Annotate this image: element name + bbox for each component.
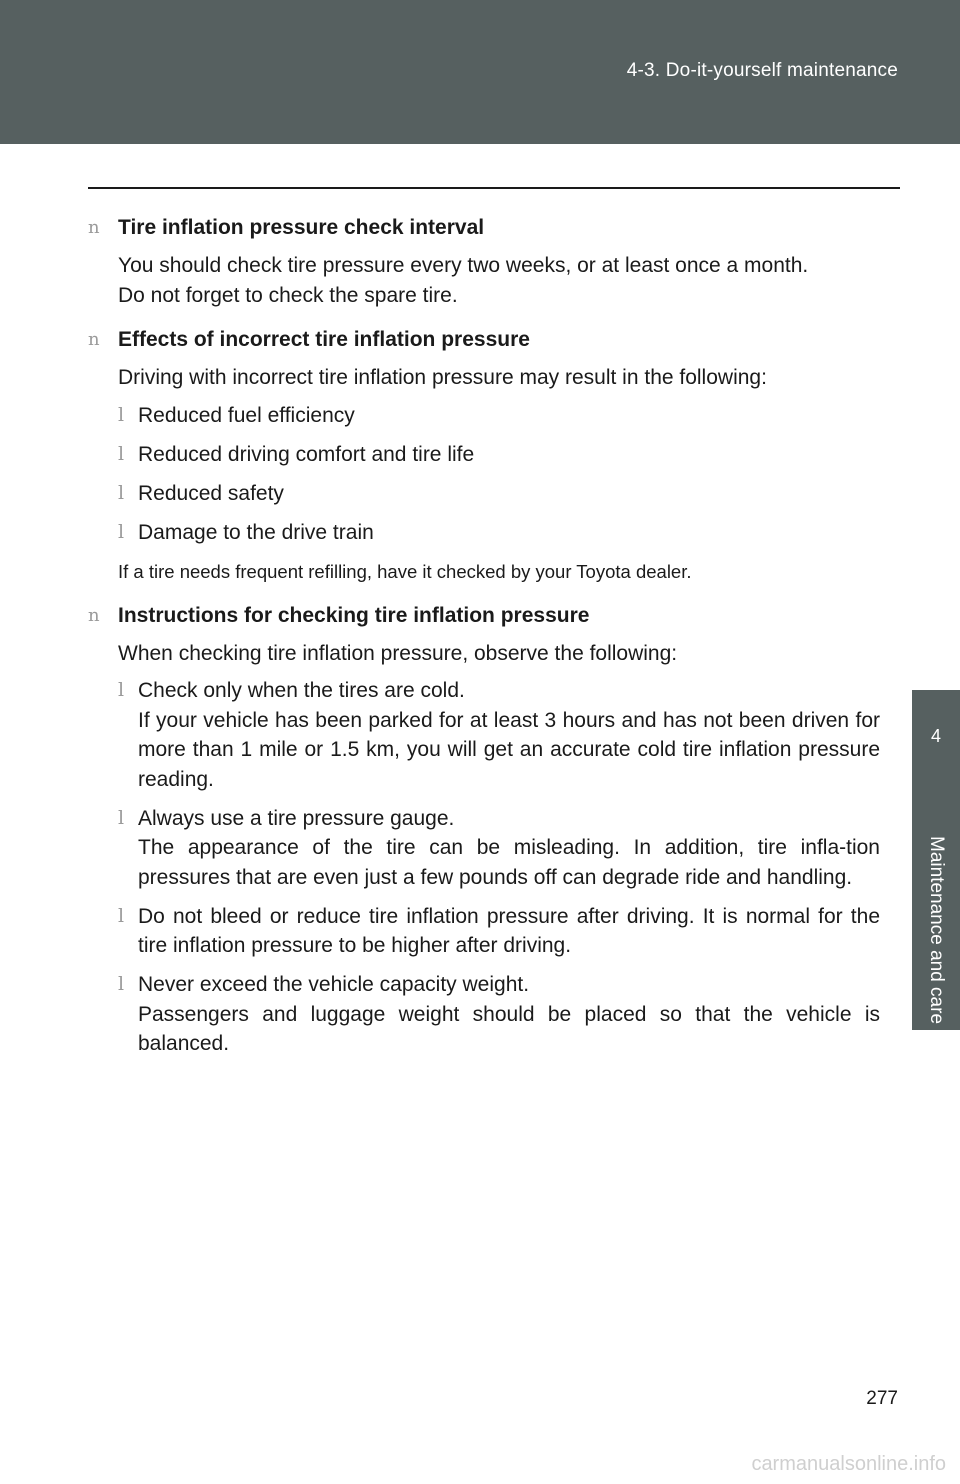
bullet-icon: l [118, 481, 125, 504]
section-instructions [88, 600, 880, 1059]
list-item-text: Reduced safety [138, 481, 284, 505]
list-item [118, 401, 880, 431]
watermark: carmanualsonline.info [751, 1453, 946, 1475]
list-item-title: Never exceed the vehicle capacity weight. [138, 973, 530, 996]
list-item-text: Do not bleed or reduce tire inflation pressure after driving. It is normal for the tire inflation pressure to be higher after driving. [138, 904, 880, 957]
main-content [88, 212, 880, 1073]
page-number: 277 [866, 1388, 898, 1409]
list-item [118, 518, 880, 548]
intro-text: When checking tire inflation pressure, observe the following: [118, 641, 678, 665]
section-check-interval [88, 212, 880, 310]
section-heading [88, 600, 880, 631]
list-item-text: Damage to the drive train [138, 520, 374, 544]
list-item [118, 804, 880, 893]
list-item [118, 676, 880, 794]
bullet-icon: l [118, 442, 125, 465]
chapter-number: 4 [930, 726, 941, 746]
list-item [118, 970, 880, 1059]
square-bullet-icon: n [88, 329, 100, 350]
list-item [118, 902, 880, 961]
bullet-icon: l [118, 520, 125, 543]
list-item-text: If your vehicle has been parked for at least 3 hours and has not been driven for more than 1 mile or 1.5 km, you will get an accurate cold tire inflation pressure reading. [138, 708, 880, 791]
list-item-title: Always use a tire pressure gauge. [138, 806, 455, 830]
section-effects [88, 324, 880, 586]
bullet-icon: l [118, 973, 125, 995]
list-item-title: Check only when the tires are cold. [138, 679, 465, 702]
list-item-text: The appearance of the tire can be misleading. In addition, tire infla-tion pressures that are even just a few pounds off can degrade ride and handling. [138, 836, 880, 889]
square-bullet-icon: n [88, 217, 100, 238]
header-rule [88, 187, 900, 189]
chapter-label: Maintenance and care [926, 835, 947, 1025]
paragraph-line: Do not forget to check the spare tire. [118, 283, 458, 307]
section-title: 4-3. Do-it-yourself maintenance [626, 60, 898, 81]
bullet-icon: l [118, 403, 125, 426]
list-item-text: Reduced driving comfort and tire life [138, 442, 475, 466]
bullet-list [88, 676, 880, 1059]
heading-text: Tire inflation pressure check interval [118, 216, 485, 239]
list-item-text: Reduced fuel efficiency [138, 403, 355, 427]
bullet-icon: l [118, 806, 125, 829]
section-heading [88, 212, 880, 243]
section-heading [88, 324, 880, 355]
bullet-icon: l [118, 679, 125, 701]
list-item [118, 440, 880, 470]
bullet-list [88, 401, 880, 548]
list-item-text: Passengers and luggage weight should be placed so that the vehicle is balanced. [138, 1002, 880, 1055]
page-header [0, 0, 960, 144]
paragraph-line: You should check tire pressure every two weeks, or at least once a month. [118, 254, 809, 277]
square-bullet-icon: n [88, 604, 100, 626]
paragraph [88, 251, 880, 310]
chapter-tab [912, 690, 960, 1030]
dealer-note: If a tire needs frequent refilling, have it checked by your Toyota dealer. [118, 560, 692, 582]
list-item [118, 479, 880, 509]
intro-text: Driving with incorrect tire inflation pressure may result in the following: [118, 366, 767, 389]
heading-text: Instructions for checking tire inflation pressure [118, 603, 590, 627]
bullet-icon: l [118, 904, 125, 927]
heading-text: Effects of incorrect tire inflation pressure [118, 328, 530, 351]
